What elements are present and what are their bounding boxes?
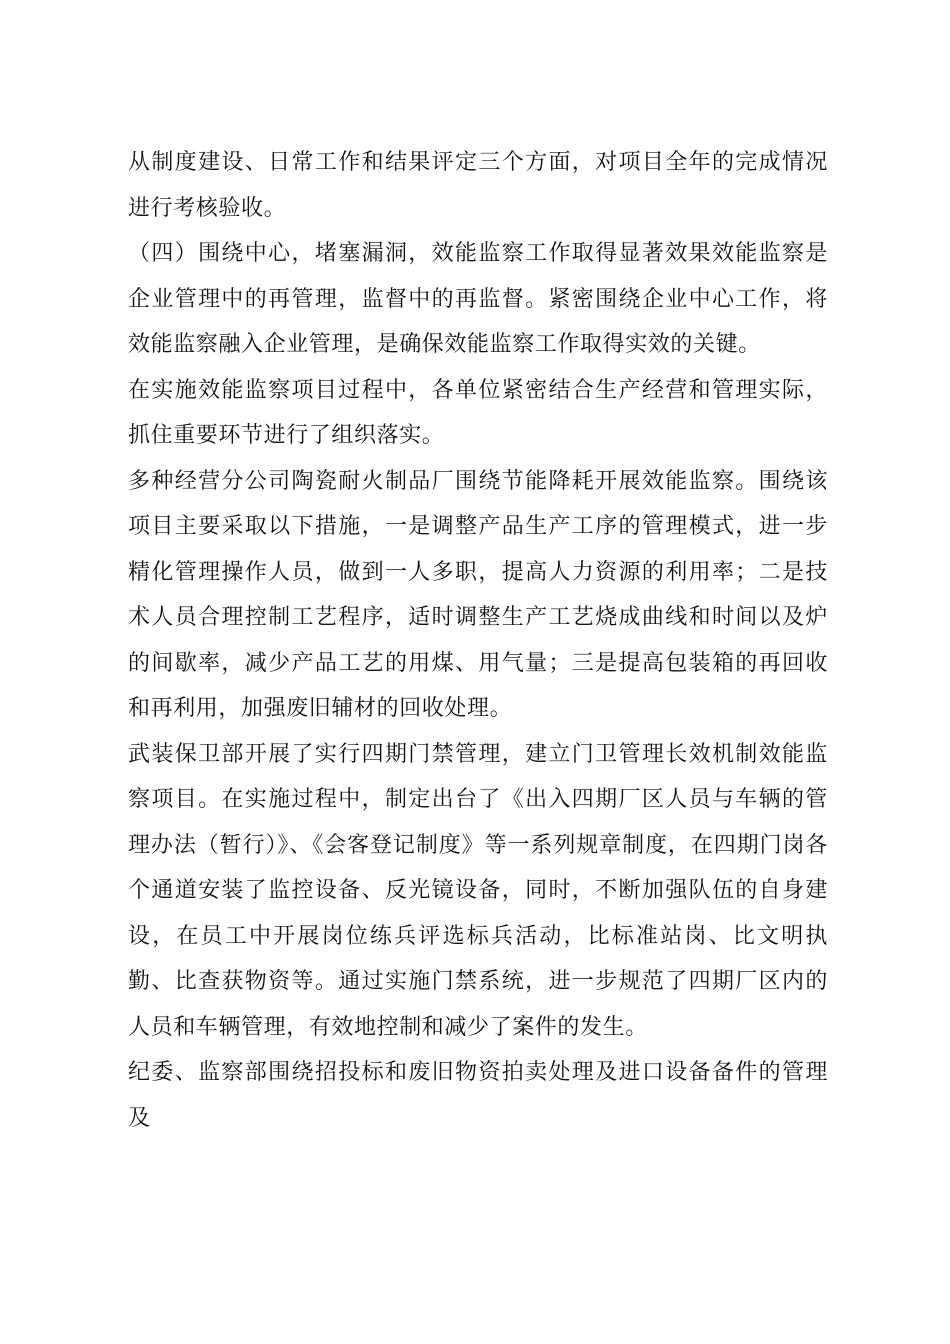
paragraph-4: 多种经营分公司陶瓷耐火制品厂围绕节能降耗开展效能监察。围绕该项目主要采取以下措施，一是调整产品生产工序的管理模式，进一步精化管理操作人员，做到一人多职，提高人力资源的利用率；二是技术人员合理控制工艺程序，适时调整生产工艺烧成曲线和时间以及炉的间歇率，减少产品工艺的用煤、用气量；三是提高包装箱的再回收和再利用，加强废旧辅材的回收处理。 <box>128 468 828 721</box>
paragraph-3: 在实施效能监察项目过程中，各单位紧密结合生产经营和管理实际，抓住重要环节进行了组织落实。 <box>128 377 828 448</box>
paragraph-5: 武装保卫部开展了实行四期门禁管理，建立门卫管理长效机制效能监察项目。在实施过程中，制定出台了《出入四期厂区人员与车辆的管理办法（暂行）》、《会客登记制度》等一系列规章制度，在四期门岗各个通道安装了监控设备、反光镜设备，同时，不断加强队伍的自身建设，在员工中开展岗位练兵评选标兵活动，比标准站岗、比文明执勤、比查获物资等。通过实施门禁系统，进一步规范了四期厂区内的人员和车辆管理，有效地控制和减少了案件的发生。 <box>128 741 828 1040</box>
paragraph-2: （四）围绕中心，堵塞漏洞，效能监察工作取得显著效果效能监察是企业管理中的再管理，监督中的再监督。紧密围绕企业中心工作，将效能监察融入企业管理，是确保效能监察工作取得实效的关键。 <box>128 241 828 357</box>
paragraph-1: 从制度建设、日常工作和结果评定三个方面，对项目全年的完成情况进行考核验收。 <box>128 150 828 221</box>
paragraph-6: 纪委、监察部围绕招投标和废旧物资拍卖处理及进口设备备件的管理及 <box>128 1060 828 1131</box>
document-body <box>128 140 828 1141</box>
